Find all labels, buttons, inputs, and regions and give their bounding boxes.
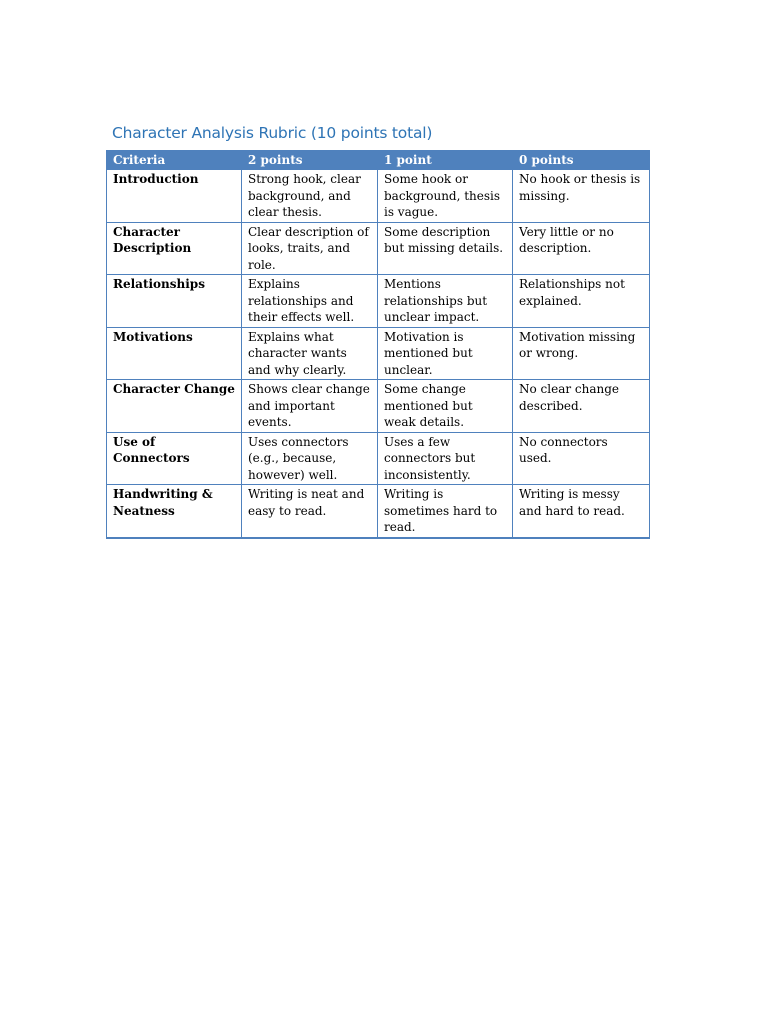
table-row: [107, 485, 650, 538]
one-point-cell: Motivation is mentioned but unclear.: [378, 327, 513, 380]
zero-point-cell: No clear change described.: [513, 380, 650, 433]
two-point-cell: Explains what character wants and why clearly.: [242, 327, 378, 380]
header-2-points: 2 points: [242, 151, 378, 170]
table-row: [107, 170, 650, 223]
two-point-cell: Shows clear change and important events.: [242, 380, 378, 433]
zero-point-cell: Relationships not explained.: [513, 275, 650, 328]
one-point-cell: Some change mentioned but weak details.: [378, 380, 513, 433]
table-row: [107, 380, 650, 433]
one-point-cell: Mentions relationships but unclear impact.: [378, 275, 513, 328]
zero-point-cell: No connectors used.: [513, 432, 650, 485]
zero-point-cell: Motivation missing or wrong.: [513, 327, 650, 380]
rubric-title: Character Analysis Rubric (10 points total): [112, 124, 433, 142]
two-point-cell: Explains relationships and their effects well.: [242, 275, 378, 328]
criteria-cell: Introduction: [107, 170, 242, 223]
one-point-cell: Writing is sometimes hard to read.: [378, 485, 513, 538]
one-point-cell: Some description but missing details.: [378, 222, 513, 275]
one-point-cell: Some hook or background, thesis is vague.: [378, 170, 513, 223]
two-point-cell: Clear description of looks, traits, and role.: [242, 222, 378, 275]
criteria-cell: Character Change: [107, 380, 242, 433]
table-row: [107, 432, 650, 485]
criteria-cell: Use of Connectors: [107, 432, 242, 485]
zero-point-cell: No hook or thesis is missing.: [513, 170, 650, 223]
rubric-table: [106, 150, 650, 539]
two-point-cell: Uses connectors (e.g., because, however) well.: [242, 432, 378, 485]
criteria-cell: Character Description: [107, 222, 242, 275]
header-1-point: 1 point: [378, 151, 513, 170]
table-row: [107, 222, 650, 275]
table-header-row: [107, 151, 650, 170]
table-row: [107, 327, 650, 380]
criteria-cell: Relationships: [107, 275, 242, 328]
header-0-points: 0 points: [513, 151, 650, 170]
zero-point-cell: Writing is messy and hard to read.: [513, 485, 650, 538]
criteria-cell: Handwriting & Neatness: [107, 485, 242, 538]
criteria-cell: Motivations: [107, 327, 242, 380]
table-row: [107, 275, 650, 328]
two-point-cell: Strong hook, clear background, and clear thesis.: [242, 170, 378, 223]
header-criteria: Criteria: [107, 151, 242, 170]
two-point-cell: Writing is neat and easy to read.: [242, 485, 378, 538]
one-point-cell: Uses a few connectors but inconsistently.: [378, 432, 513, 485]
zero-point-cell: Very little or no description.: [513, 222, 650, 275]
